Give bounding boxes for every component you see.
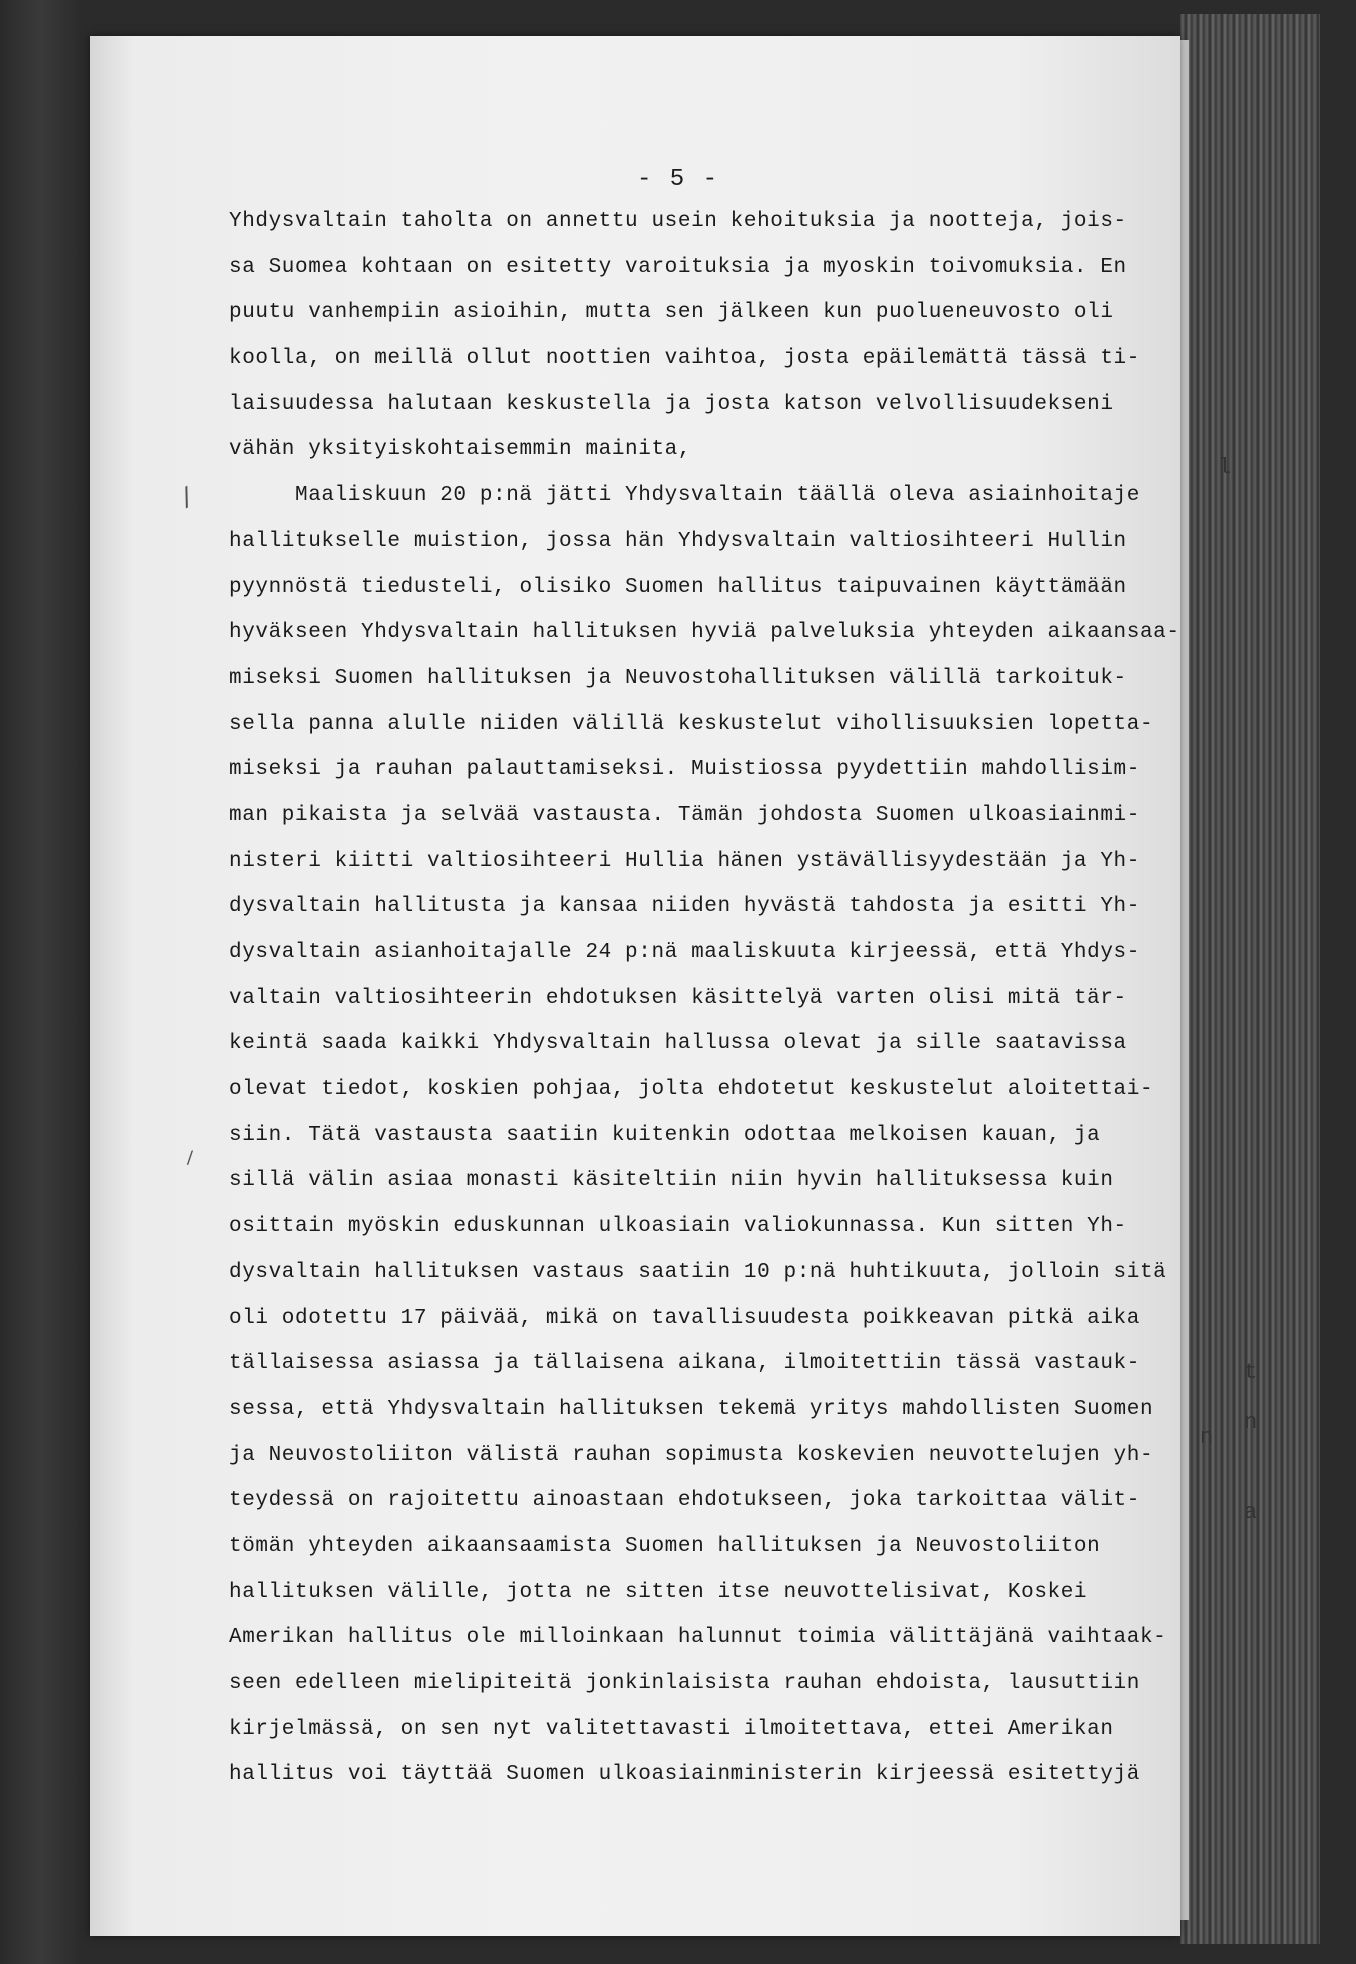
text-line: tällaisessa asiassa ja tällaisena aikana, ilmoitettiin tässä vastauk- [229, 1352, 1140, 1376]
text-line: kirjelmässä, on sen nyt valitettavasti ilmoitettava, ettei Amerikan [229, 1717, 1114, 1741]
text-line: olevat tiedot, koskien pohjaa, jolta ehdotetut keskustelut aloitettai- [229, 1078, 1154, 1102]
text-line: keintä saada kaikki Yhdysvaltain hallussa olevat ja sille saatavissa [229, 1032, 1127, 1056]
text-line: sa Suomea kohtaan on esitetty varoituksia ja myoskin toivomuksia. En [229, 255, 1127, 279]
text-line: hallitus voi täyttää Suomen ulkoasiainministerin kirjeessä esitettyjä [229, 1763, 1140, 1787]
text-line: dysvaltain asianhoitajalle 24 p:nä maaliskuuta kirjeessä, että Yhdys- [229, 941, 1140, 964]
text-line: valtain valtiosihteerin ehdotuksen käsittelyä varten olisi mitä tär- [229, 986, 1127, 1010]
body-text [229, 206, 1189, 1805]
text-line: Amerikan hallitus ole milloinkaan halunnut toimia välittäjänä vaihtaak- [229, 1626, 1167, 1650]
text-line: pyynnöstä tiedusteli, olisiko Suomen hallitus taipuvainen käyttämään [229, 575, 1127, 599]
edge-fragment: n [1244, 1410, 1258, 1435]
text-line: teydessä on rajoitettu ainoastaan ehdotukseen, joka tarkoittaa välit- [229, 1489, 1140, 1513]
margin-pencil-mark-2: / [183, 1149, 198, 1171]
text-line: miseksi Suomen hallituksen ja Neuvostohallituksen välillä tarkoituk- [229, 666, 1127, 690]
edge-fragment: t [1244, 1360, 1258, 1385]
text-line: miseksi ja rauhan palauttamiseksi. Muistiossa pyydettiin mahdollisim- [229, 758, 1140, 782]
text-line: Yhdysvaltain taholta on annettu usein kehoituksia ja nootteja, jois- [229, 210, 1127, 233]
text-line: laisuudessa halutaan keskustella ja josta katson velvollisuudekseni [229, 392, 1114, 416]
book-page-edges [1180, 14, 1320, 1944]
text-line: puutu vanhempiin asioihin, mutta sen jälkeen kun puolueneuvosto oli [229, 301, 1114, 325]
edge-fragment: n [1200, 1425, 1214, 1450]
text-line: sessa, että Yhdysvaltain hallituksen tekemä yritys mahdollisten Suomen [229, 1397, 1154, 1421]
text-line: siin. Tätä vastausta saatiin kuitenkin odottaa melkoisen kauan, ja [229, 1123, 1101, 1147]
text-line: nisteri kiitti valtiosihteeri Hullia hänen ystävällisyydestään ja Yh- [229, 849, 1140, 873]
text-line: ja Neuvostoliiton välistä rauhan sopimusta koskevien neuvottelujen yh- [229, 1443, 1154, 1467]
page-number: - 5 - [636, 166, 719, 193]
margin-pencil-mark: / [173, 482, 203, 516]
text-line-paragraph-start: Maaliskuun 20 p:nä jätti Yhdysvaltain täällä oleva asiainhoitaje [295, 484, 1140, 508]
text-line: dysvaltain hallituksen vastaus saatiin 10 p:nä huhtikuuta, jolloin sitä [229, 1260, 1167, 1284]
text-line: hyväkseen Yhdysvaltain hallituksen hyviä palveluksia yhteyden aikaansaa- [229, 621, 1180, 645]
text-line: osittain myöskin eduskunnan ulkoasiain valiokunnassa. Kun sitten Yh- [229, 1215, 1127, 1239]
text-line: oli odotettu 17 päivää, mikä on tavallisuudesta poikkeavan pitkä aika [229, 1306, 1140, 1330]
text-line: seen edelleen mielipiteitä jonkinlaisista rauhan ehdoista, lausuttiin [229, 1672, 1140, 1695]
edge-fragment: a [1244, 1500, 1258, 1525]
edge-fragment: l [1218, 455, 1232, 480]
text-line: vähän yksityiskohtaisemmin mainita, [229, 438, 692, 462]
text-line: tömän yhteyden aikaansaamista Suomen hallituksen ja Neuvostoliiton [229, 1534, 1101, 1558]
text-line: hallitukselle muistion, jossa hän Yhdysvaltain valtiosihteeri Hullin [229, 529, 1127, 553]
text-line: koolla, on meillä ollut noottien vaihtoa, josta epäilemättä tässä ti- [229, 347, 1140, 371]
text-line: man pikaista ja selvää vastausta. Tämän johdosta Suomen ulkoasiainmi- [229, 803, 1140, 827]
text-line: sella panna alulle niiden välillä keskustelut vihollisuuksien lopetta- [229, 712, 1154, 736]
text-line: hallituksen välille, jotta ne sitten itse neuvottelisivat, Koskei [229, 1580, 1088, 1604]
text-line: dysvaltain hallitusta ja kansaa niiden hyvästä tahdosta ja esitti Yh- [229, 895, 1140, 919]
text-line: sillä välin asiaa monasti käsiteltiin niin hyvin hallituksessa kuin [229, 1169, 1114, 1193]
